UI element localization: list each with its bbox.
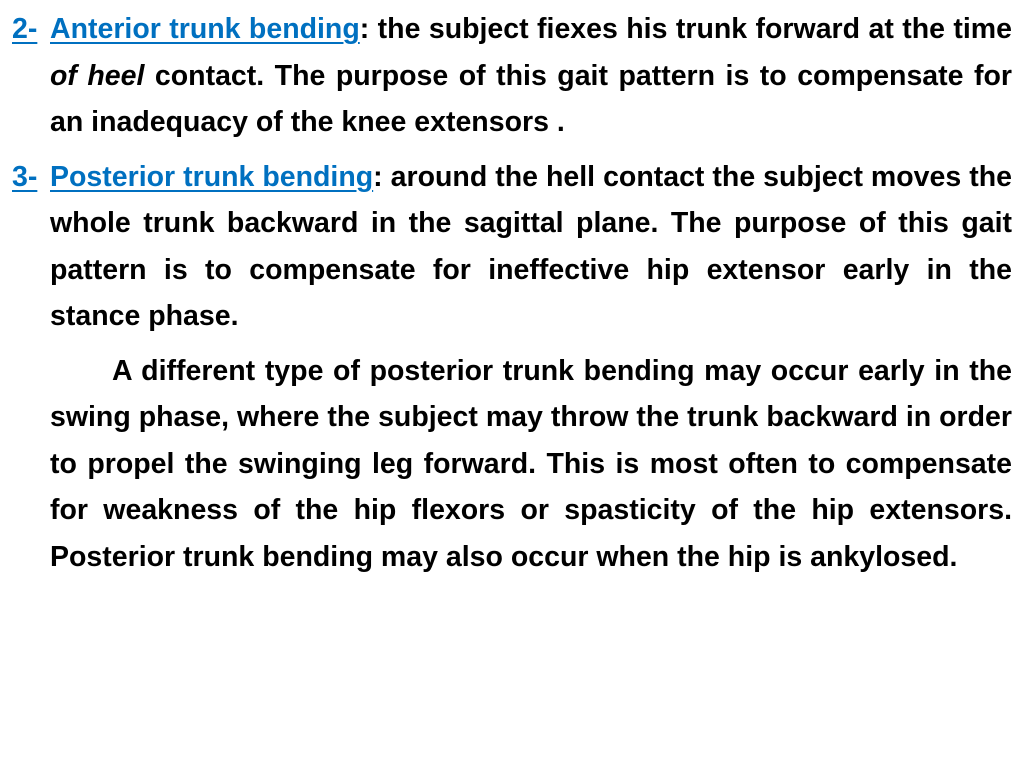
item-text-continued: contact. The purpose of this gait pattern is to compensate for an inadequacy of the knee extensors . xyxy=(50,59,1012,138)
list-item-posterior-trunk-bending xyxy=(12,154,1012,340)
item-number[interactable]: 3- xyxy=(12,160,38,193)
posterior-trunk-bending-link[interactable]: Posterior trunk bending xyxy=(50,160,374,193)
anterior-trunk-bending-link[interactable]: Anterior trunk bending xyxy=(50,13,360,45)
item-text: around the hell contact the subject moves the whole trunk backward in the sagittal plane. The purpose of this gait pattern is to compensate for ineffective hip extensor early in the stance phase. xyxy=(50,160,1012,332)
body-paragraph: A different type of posterior trunk bending may occur early in the swing phase, where the subject may throw the trunk backward in order to propel the swinging leg forward. This is most often to compensate for weakness of the hip flexors or spasticity of the hip extensors. Posterior trunk bending may also occur when the hip is ankylosed. xyxy=(50,354,1012,573)
list-item-anterior-trunk-bending xyxy=(12,6,1012,146)
term-separator: : xyxy=(359,13,370,45)
term-separator: : xyxy=(373,160,383,193)
item-number[interactable]: 2- xyxy=(12,13,38,45)
item-text: the subject fiexes his trunk forward at the time xyxy=(369,13,1012,45)
italic-phrase: of heel xyxy=(50,59,145,92)
